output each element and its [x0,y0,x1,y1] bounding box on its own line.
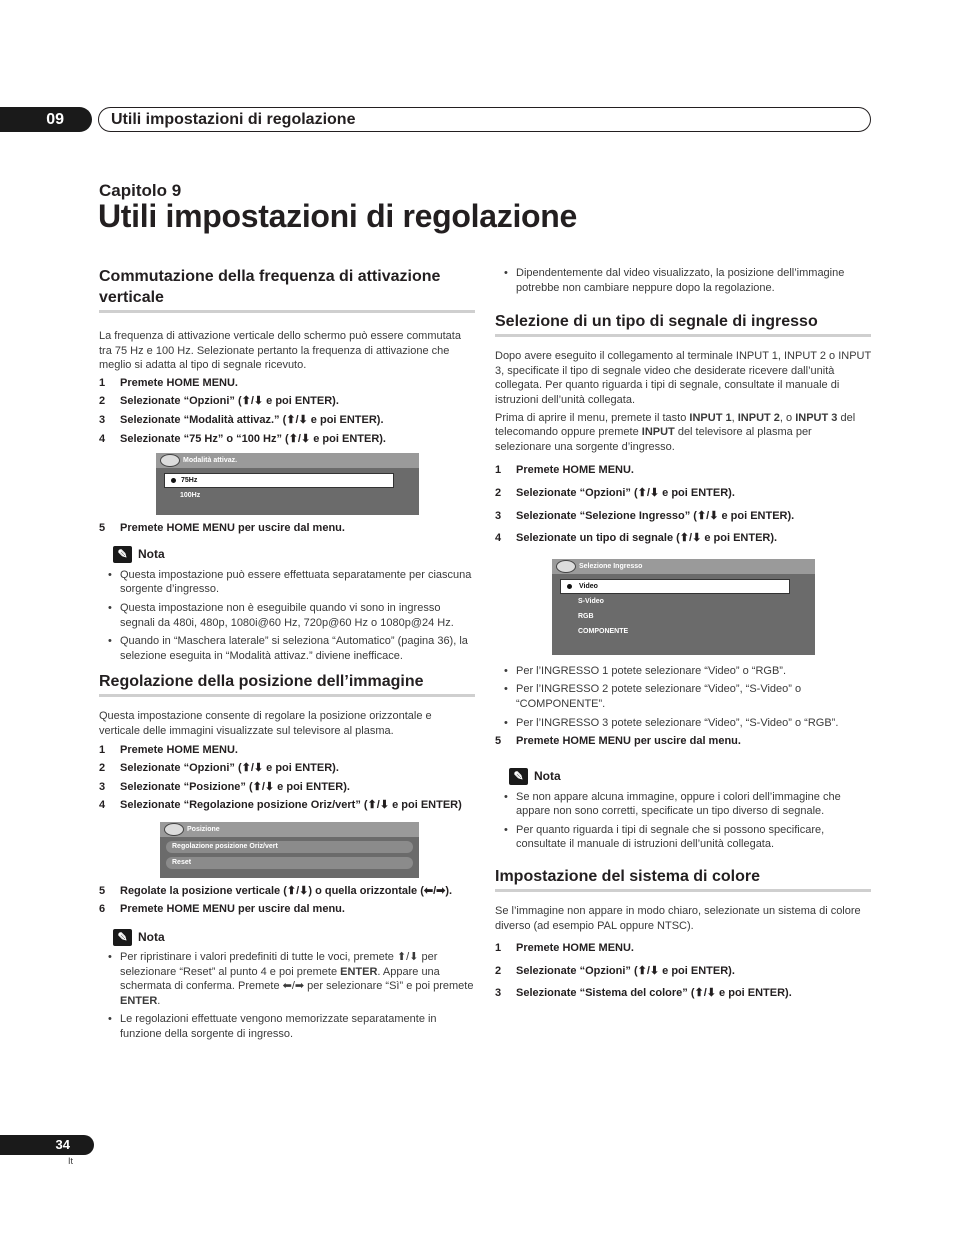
osd-item: Reset [166,857,413,869]
step: 4 Selezionate “Regolazione posizione Oriz/vert” (⬆/⬇ e poi ENTER) [99,799,462,812]
osd-item: Regolazione posizione Oriz/vert [166,841,413,853]
note-item: • Se non appare alcuna immagine, oppure i colori dell’immagine che appare non sono corretti, specificate un tipo diverso di segnale. [495,790,871,819]
note-heading: ✎ Nota [509,768,871,785]
step: 1 Premete HOME MENU. [495,942,634,955]
chapter-label: Capitolo 9 [99,181,182,200]
bullet-item: • Per l’INGRESSO 3 potete selezionare “Video”, “S-Video” o “RGB”. [495,716,871,731]
section-heading-position: Regolazione della posizione dell’immagine [99,671,475,697]
left-column [99,266,475,1046]
step: 3 Selezionate “Posizione” (⬆/⬇ e poi ENTER). [99,780,350,793]
section-heading-color-system: Impostazione del sistema di colore [495,866,871,892]
language-code: It [68,1156,74,1166]
osd-item-selected: 75Hz [164,473,394,488]
osd-screenshot-trigger-mode [156,453,419,515]
step: 5 Premete HOME MENU per uscire dal menu. [99,522,345,535]
section-heading-input-signal: Selezione di un tipo di segnale di ingresso [495,311,871,337]
osd-item: S-Video [578,597,604,605]
menu-logo-icon [164,823,184,836]
step: 1 Premete HOME MENU. [495,464,634,477]
page-number: 34 [0,1135,94,1155]
note-item: • Dipendentemente dal video visualizzato, la posizione dell’immagine potrebbe non cambiare neppure dopo la regolazione. [495,266,871,295]
step: 5 Regolate la posizione verticale (⬆/⬇) o quella orizzontale (⬅/➡). [99,884,453,897]
bullet-item: • Per l’INGRESSO 2 potete selezionare “Video”, “S-Video” o “COMPONENTE”. [495,682,871,711]
note-item: • Le regolazioni effettuate vengono memorizzate separatamente in funzione della sorgente di ingresso. [99,1012,475,1041]
chapter-number-tab: 09 [0,107,92,132]
section-intro: Dopo avere eseguito il collegamento al terminale INPUT 1, INPUT 2 o INPUT 3, specificate il tipo di segnale video che desiderate ricevere dall’unità collegata. Per quanto riguarda i tipi di segnale, consultate il manuale di istruzioni dell’unità collegata. [495,350,872,406]
osd-item: RGB [578,612,594,620]
osd-item-selected: Video [560,579,790,594]
osd-item: COMPONENTE [578,627,629,635]
osd-title-bar: Modalità attivaz. [156,453,419,468]
running-header-title: Utili impostazioni di regolazione [98,107,871,132]
chapter-title: Utili impostazioni di regolazione [98,198,578,234]
menu-logo-icon [160,454,180,467]
right-column [495,266,871,1001]
step: 3 Selezionate “Modalità attivaz.” (⬆/⬇ e poi ENTER). [99,413,384,426]
osd-title-bar: Selezione Ingresso [552,559,815,574]
note-item: • Questa impostazione può essere effettuata separatamente per ciascuna sorgente d’ingresso. [99,568,475,597]
section-intro: Se l’immagine non appare in modo chiaro, selezionate un sistema di colore diverso (ad esempio PAL oppure NTSC). [495,905,861,932]
continued-note-list [495,266,871,295]
note-item: • Quando in “Maschera laterale” si seleziona “Automatico” (pagina 36), la selezione eseguita in “Modalità attivaz.” diviene inefficace. [99,634,475,663]
note-item: • Questa impostazione non è eseguibile quando vi sono in ingresso segnali da 480i, 480p, 1080i@60 Hz, 720p@60 Hz o 1080p@24 Hz. [99,601,475,630]
section-intro: La frequenza di attivazione verticale dello schermo può essere commutata tra 75 Hz e 100 Hz. Selezionate pertanto la frequenza di attivazione che meglio si adatta al tipo di segnale ricevuto. [99,330,461,372]
osd-item: 100Hz [180,492,201,500]
osd-screenshot-input-select [552,559,815,655]
step: 3 Selezionate “Selezione Ingresso” (⬆/⬇ e poi ENTER). [495,509,795,522]
note-item: • Per ripristinare i valori predefiniti di tutte le voci, premete ⬆/⬇ per selezionare “Reset” al punto 4 e poi premete ENTER. Appare una schermata di conferma. Premete ⬅/➡ per selezionare “Sì” e poi premete ENTER. [99,950,475,1008]
note-list [99,568,475,664]
osd-title-bar: Posizione [160,822,419,837]
note-pencil-icon: ✎ [113,929,132,946]
section-intro: Questa impostazione consente di regolare la posizione orizzontale e verticale delle immagini visualizzate sul televisore al plasma. [99,710,432,737]
step: 2 Selezionate “Opzioni” (⬆/⬇ e poi ENTER). [495,486,735,499]
step: 2 Selezionate “Opzioni” (⬆/⬇ e poi ENTER). [99,762,339,775]
step: 5 Premete HOME MENU per uscire dal menu. [495,735,741,748]
menu-logo-icon [556,560,576,573]
step: 2 Selezionate “Opzioni” (⬆/⬇ e poi ENTER). [99,395,339,408]
step: 3 Selezionate “Sistema del colore” (⬆/⬇ e poi ENTER). [495,987,792,1000]
bullet-item: • Per l’INGRESSO 1 potete selezionare “Video” o “RGB”. [495,664,871,679]
step: 4 Selezionate “75 Hz” o “100 Hz” (⬆/⬇ e poi ENTER). [99,432,386,445]
section-heading-frequency: Commutazione della frequenza di attivazione verticale [99,266,475,313]
note-item: • Per quanto riguarda i tipi di segnale che si possono specificare, consultate il manuale di istruzioni dell’unità collegata. [495,823,871,852]
note-pencil-icon: ✎ [509,768,528,785]
note-heading: ✎ Nota [113,546,475,563]
step: 2 Selezionate “Opzioni” (⬆/⬇ e poi ENTER). [495,964,735,977]
bullet-list [495,664,871,730]
section-intro: Prima di aprire il menu, premete il tasto INPUT 1, INPUT 2, o INPUT 3 del telecomando oppure premete INPUT del televisore al plasma per selezionare una sorgente d’ingresso. [495,411,856,453]
step: 1 Premete HOME MENU. [99,743,238,756]
note-list [99,950,475,1042]
note-list [495,790,871,852]
step: 6 Premete HOME MENU per uscire dal menu. [99,903,345,916]
note-pencil-icon: ✎ [113,546,132,563]
step: 4 Selezionate un tipo di segnale (⬆/⬇ e poi ENTER). [495,532,778,545]
osd-screenshot-position [160,822,419,878]
note-heading: ✎ Nota [113,929,475,946]
step: 1 Premete HOME MENU. [99,376,238,389]
